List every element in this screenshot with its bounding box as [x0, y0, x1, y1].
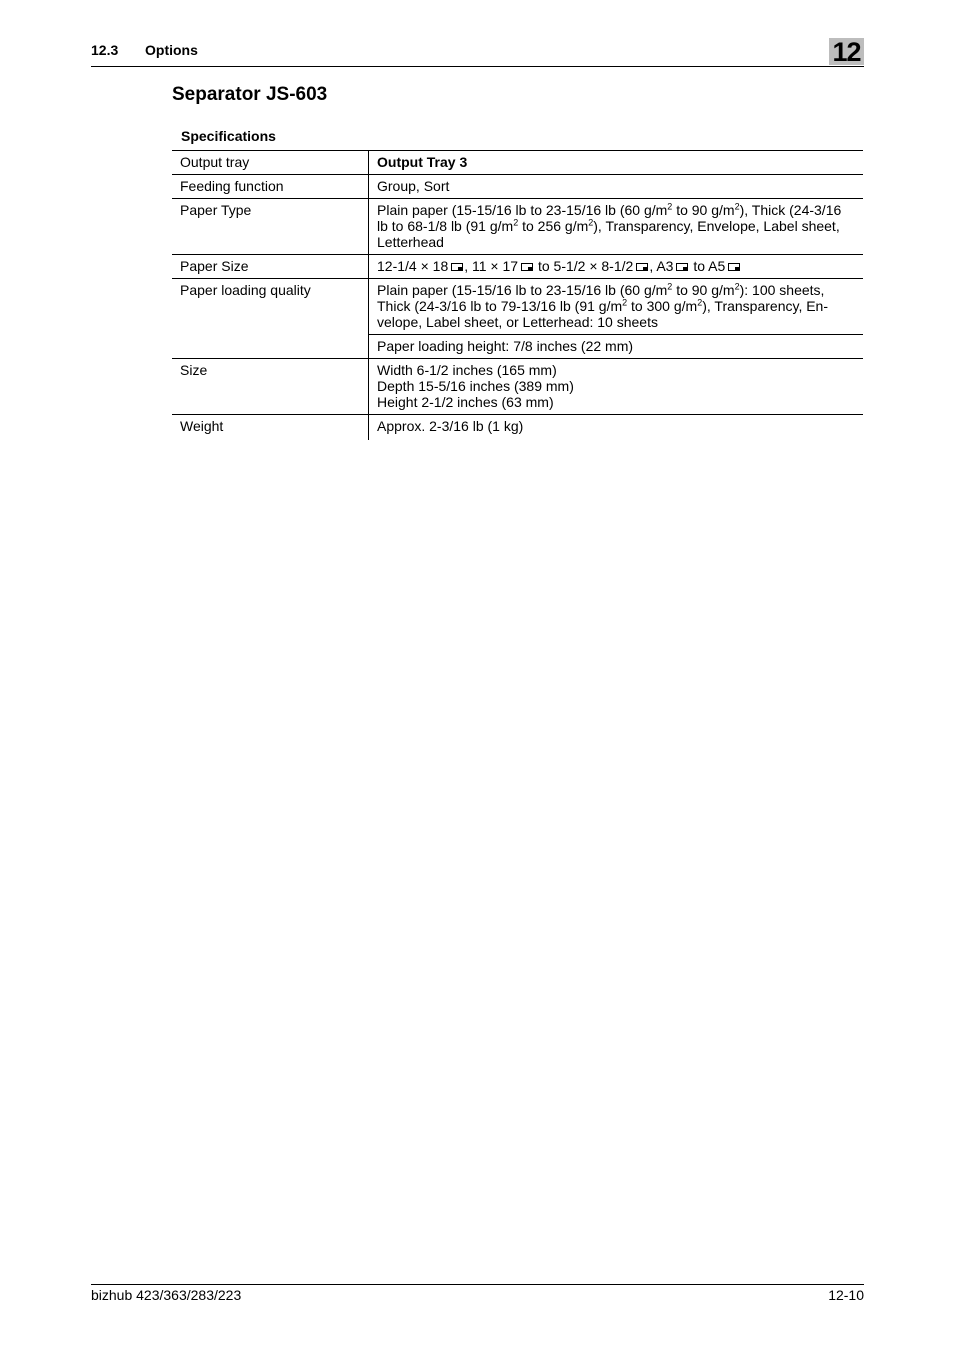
table-row — [172, 255, 863, 279]
row-label: Paper Size — [172, 255, 369, 279]
page-header — [91, 40, 864, 67]
section-number: 12.3 — [91, 42, 119, 58]
table-row — [172, 151, 863, 175]
row-label: Feeding function — [172, 175, 369, 199]
row-label: Paper loading quality — [172, 279, 369, 359]
row-label: Paper Type — [172, 199, 369, 255]
row-value: 12-1/4 × 18 , 11 × 17 to 5-1/2 × 8-1/2 , A3 to A5 — [369, 255, 864, 279]
row-value: Output Tray 3 — [377, 154, 468, 170]
table-row — [172, 175, 863, 199]
table-row — [172, 415, 863, 441]
page-title: Separator JS-603 — [172, 84, 328, 105]
row-value: Plain paper (15-15/16 lb to 23-15/16 lb (60 $g/m^2$ to 90 $g/m^2$): 100 sheets, Thick (24-3/16 lb to 79-13/16 lb (91 $g/m^2$ to 300 $g/m^2$), Transparency, En- velope, Label sheet, or Letterhead: 10 sheets — [377, 281, 829, 330]
page-number: 12-10 — [828, 1287, 864, 1303]
row-label: Size — [172, 359, 369, 415]
landscape-orientation-icon — [451, 263, 463, 271]
row-label: Output tray — [172, 151, 369, 175]
specifications-table — [172, 150, 863, 440]
specifications-heading: Specifications — [181, 128, 276, 144]
model-name: bizhub 423/363/283/223 — [91, 1287, 242, 1303]
page-footer — [91, 1284, 864, 1303]
landscape-orientation-icon — [521, 263, 533, 271]
table-row — [172, 359, 863, 415]
landscape-orientation-icon — [676, 263, 688, 271]
row-label: Weight — [172, 415, 369, 441]
row-value: Plain paper (15-15/16 lb to 23-15/16 lb (60 $g/m^2$ to 90 $g/m^2$), Thick (24-3/16 lb to 68-1/8 lb (91 $g/m^2$ to 256 $g/m^2$), Transparency, Envelope, Label sheet, Letterhead — [377, 201, 842, 250]
row-value: Paper loading height: 7/8 inches (22 mm) — [377, 338, 634, 354]
row-value: Group, Sort — [377, 178, 450, 194]
table-row — [172, 199, 863, 255]
landscape-orientation-icon — [728, 263, 740, 271]
landscape-orientation-icon — [636, 263, 648, 271]
table-row — [172, 279, 863, 335]
row-value: Width 6-1/2 inches (165 mm) Depth 15-5/16 inches (389 mm) Height 2-1/2 inches (63 mm) — [377, 362, 574, 410]
chapter-badge: 12 — [829, 38, 864, 65]
section-title: Options — [145, 42, 198, 58]
row-value: Approx. 2-3/16 lb (1 kg) — [377, 418, 524, 434]
